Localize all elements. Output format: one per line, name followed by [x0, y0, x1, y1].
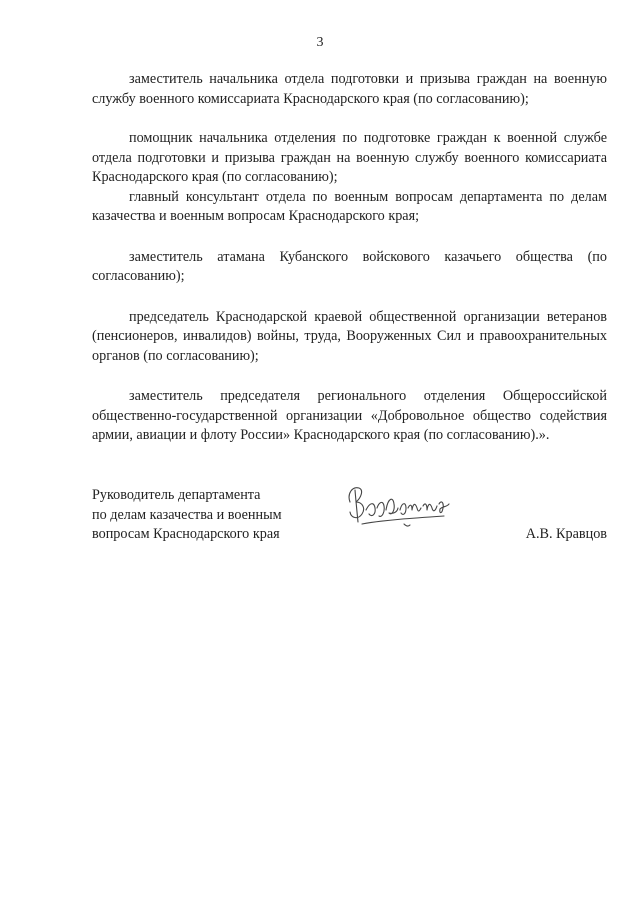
document-body [92, 70, 607, 446]
paragraph-veterans-chairman: председатель Краснодарской краевой общественной организации ветеранов (пенсионеров, инвалидов) войны, труда, Вооруженных Сил и правоохранительных органов (по согласованию); [92, 308, 607, 364]
paragraph-deputy-head-conscription: заместитель начальника отдела подготовки и призыва граждан на военную службу военного комиссариата Краснодарского края (по согласованию); [92, 71, 607, 107]
paragraph-dosaaf-deputy-chairman: заместитель председателя регионального отделения Общероссийской общественно-государственной организации «Добровольное общество содействия армии, авиации и флоту России» Краснодарского края (по согласованию).». [92, 388, 607, 443]
page-number: 3 [316, 35, 324, 50]
signatory-title-line: по делам казачества и военным [92, 506, 282, 523]
signatory-title-line: вопросам Краснодарского края [92, 526, 280, 542]
signatory-title-line: Руководитель департамента [92, 487, 261, 503]
signature-block [92, 486, 607, 546]
paragraph-chief-consultant: главный консультант отдела по военным вопросам департамента по делам казачества и военным вопросам Краснодарского края; [92, 188, 607, 224]
signatory-title [92, 486, 282, 545]
paragraph-deputy-ataman: заместитель атамана Кубанского войскового казачьего общества (по согласованию); [92, 248, 607, 284]
signatory-name: А.В. Кравцов [525, 526, 607, 542]
paragraph-assistant-head-training: помощник начальника отделения по подготовке граждан к военной службе отдела подготовки и призыва граждан на военную службу военного комиссариата Краснодарского края (по согласованию); [92, 130, 607, 185]
handwritten-signature [344, 480, 456, 532]
